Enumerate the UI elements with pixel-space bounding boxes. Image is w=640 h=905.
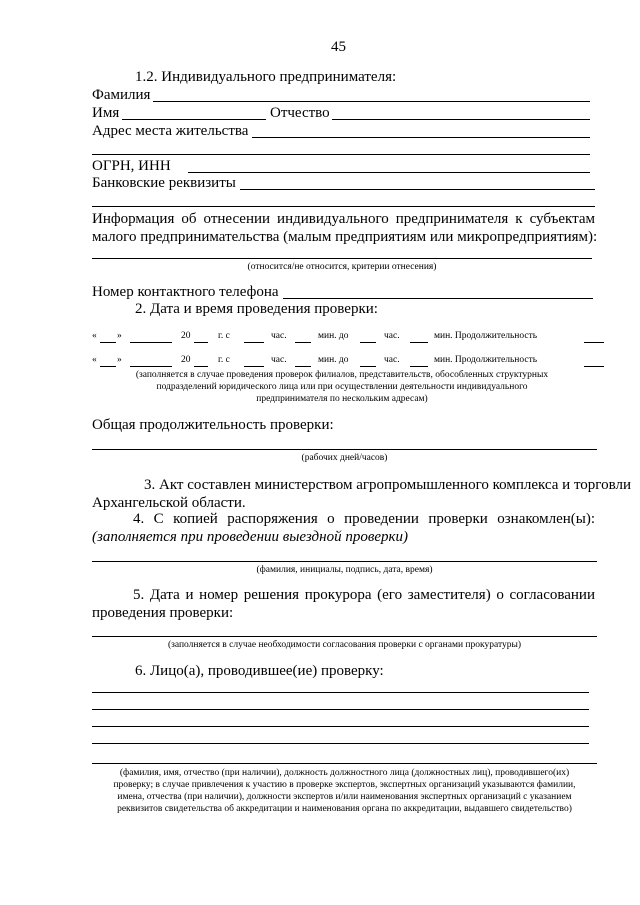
surname-label: Фамилия [92,87,151,103]
month-field[interactable] [130,366,172,367]
address-label: Адрес места жительства [92,123,249,139]
end-min-field[interactable] [410,342,428,343]
bank-details-field-extra[interactable] [92,206,595,207]
section-3-line1: 3. Акт составлен министерством агропромышленного комплекса и торговли [144,477,631,493]
address-field[interactable] [252,137,590,138]
prosecutor-decision-field[interactable] [92,636,597,637]
section-4-line1: 4. С копией распоряжения о проведении проверки ознакомлен(ы): [133,511,595,527]
phone-field[interactable] [283,298,593,299]
section-6-hint-line1: (фамилия, имя, отчество (при наличии), должность должностного лица (должностных лиц), проводившего(их) [119,768,570,778]
total-duration-hint: (рабочих дней/часов) [301,453,388,463]
section-5-hint: (заполняется в случае необходимости согласования проверки с органами прокуратуры) [167,640,522,650]
section-6-hint-line3: имена, отчества (при наличии), должности экспертов и/или наименования экспертных организаций с указанием [117,792,572,802]
start-min-field[interactable] [295,342,311,343]
sme-info-hint: (относится/не относится, критерии отнесения) [247,262,437,272]
phone-label: Номер контактного телефона [92,284,279,300]
month-field[interactable] [130,342,172,343]
sme-info-line1: Информация об отнесении индивидуального предпринимателя к субъектам [92,211,595,227]
bank-details-label: Банковские реквизиты [92,175,236,191]
patronymic-field[interactable] [332,119,590,120]
section-4-line2: (заполняется при проведении выездной проверки) [92,529,409,545]
surname-field[interactable] [153,101,590,102]
date-time-row-2: « » 20 г. с час. мин. до час. мин. Продолжительность [92,354,607,368]
patronymic-label: Отчество [270,105,330,121]
day-field[interactable] [100,366,116,367]
section-5-line1: 5. Дата и номер решения прокурора (его заместителя) о согласовании [133,587,595,603]
sme-info-field[interactable] [92,258,592,259]
section-1-2-heading: 1.2. Индивидуального предпринимателя: [135,69,397,85]
start-hour-field[interactable] [244,366,264,367]
address-field-extra[interactable] [92,154,590,155]
inspector-field-2[interactable] [92,709,589,710]
duration-field[interactable] [584,366,604,367]
inspector-field-1[interactable] [92,692,589,693]
inspector-field-5[interactable] [92,763,597,764]
section-2-heading: 2. Дата и время проведения проверки: [135,301,378,317]
page-number: 45 [331,39,346,55]
inspector-field-4[interactable] [92,743,589,744]
acquaintance-field[interactable] [92,561,597,562]
section-3-line2: Архангельской области. [92,495,246,511]
duration-field[interactable] [584,342,604,343]
start-hour-field[interactable] [244,342,264,343]
name-label: Имя [92,105,120,121]
date-time-row-1: « » 20 г. с час. мин. до час. мин. Продолжительность [92,330,607,344]
day-field[interactable] [100,342,116,343]
section-2-hint-line2: подразделений юридического лица или при осуществлении деятельности индивидуального [156,382,528,392]
ogrn-inn-field[interactable] [188,172,590,173]
start-min-field[interactable] [295,366,311,367]
inspector-field-3[interactable] [92,726,589,727]
ogrn-inn-label: ОГРН, ИНН [92,158,171,174]
section-4-hint: (фамилия, инициалы, подпись, дата, время) [256,565,433,575]
section-5-line2: проведения проверки: [92,605,234,621]
total-duration-label: Общая продолжительность проверки: [92,417,334,433]
name-field[interactable] [122,119,266,120]
total-duration-field[interactable] [92,449,597,450]
end-hour-field[interactable] [360,366,376,367]
section-2-hint-line3: предпринимателя по нескольким адресам) [256,394,428,404]
sme-info-line2: малого предпринимательства (малым предприятиям или микропредприятиям): [92,229,598,245]
end-hour-field[interactable] [360,342,376,343]
year-field[interactable] [194,342,208,343]
section-6-hint-line4: реквизитов свидетельства об аккредитации и наименования органа по аккредитации, выдавшего свидетельство) [117,804,572,814]
section-6-heading: 6. Лицо(а), проводившее(ие) проверку: [135,663,384,679]
bank-details-field[interactable] [240,189,595,190]
section-6-hint-line2: проверку; в случае привлечения к участию в проверке экспертов, экспертных организаций указываются фамилии, [113,780,576,790]
end-min-field[interactable] [410,366,428,367]
year-field[interactable] [194,366,208,367]
section-2-hint-line1: (заполняется в случае проведения проверок филиалов, представительств, обособленных структурных [135,370,549,380]
